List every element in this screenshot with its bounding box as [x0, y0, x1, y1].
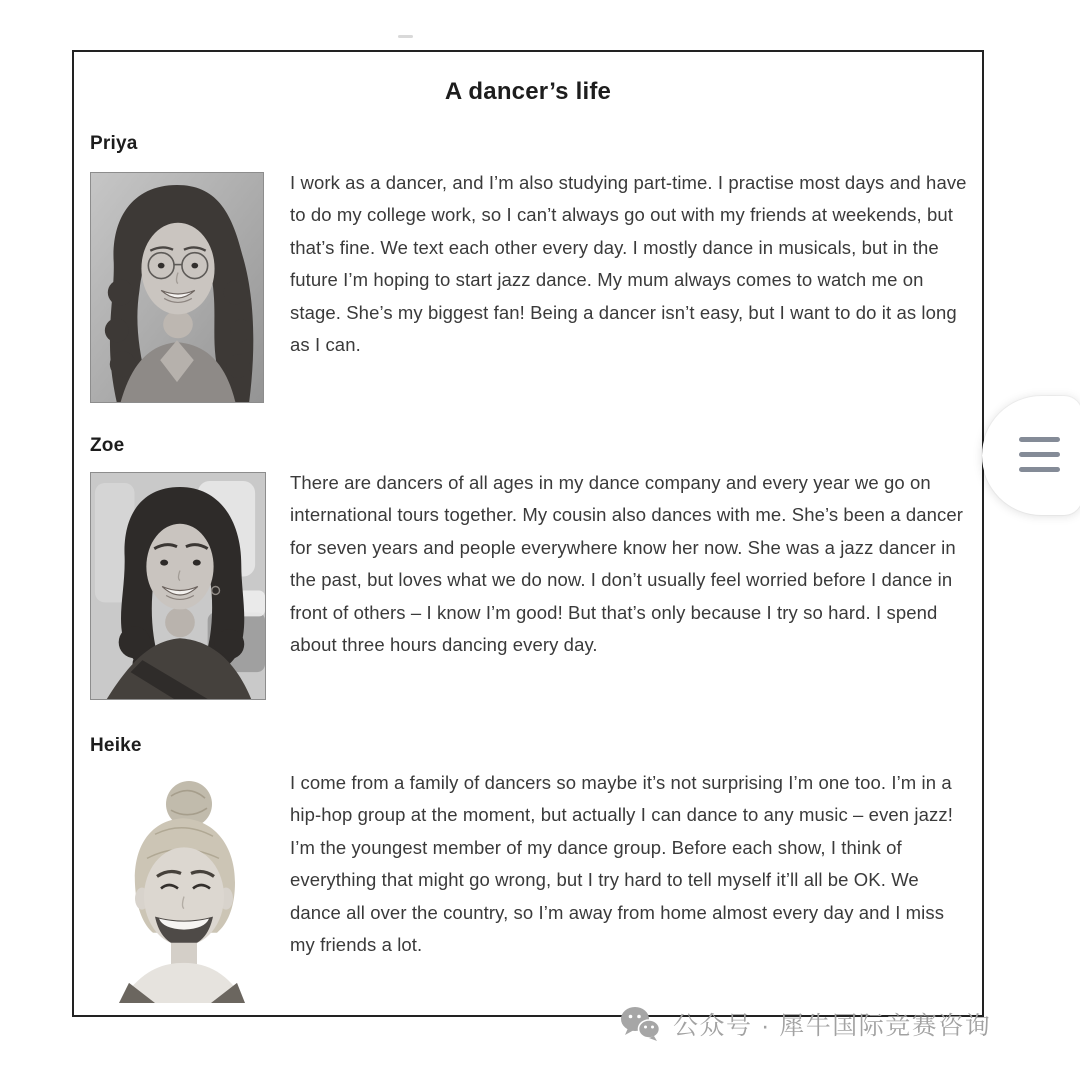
page-title: A dancer’s life	[444, 78, 612, 105]
scan-smudge-artifact	[398, 35, 413, 38]
priya-photo	[90, 172, 264, 403]
wechat-official-account-icon	[620, 1006, 660, 1042]
profile-name-zoe: Zoe	[90, 435, 125, 456]
profile-name-heike: Heike	[90, 735, 142, 756]
profile-name-priya: Priya	[90, 133, 138, 154]
zoe-portrait-illustration	[91, 473, 265, 699]
heike-photo	[95, 774, 265, 1003]
heike-portrait-illustration	[95, 774, 265, 1003]
zoe-paragraph: There are dancers of all ages in my dance company and every year we go on international tours together. My cousin also dances with me. She’s been a dancer for seven years and people everywhere know her now. She was a jazz dancer in the past, but loves what we do now. I don’t usually feel worried before I dance in front of others – I know I’m good! But that’s only because I try so hard. I spend about three hours dancing every day.	[290, 472, 964, 656]
watermark-text: 公众号 · 犀牛国际竞赛咨询	[673, 1012, 992, 1040]
side-menu-button[interactable]	[982, 396, 1080, 515]
zoe-photo	[90, 472, 266, 700]
heike-paragraph: I come from a family of dancers so maybe it’s not surprising I’m one too. I’m in a hip-hop group at the moment, but actually I can dance to any music – even jazz! I’m the youngest member of my dance group. Before each show, I think of everything that might go wrong, but I try hard to tell myself it’ll all be OK. We dance all over the country, so I’m away from home almost every day and I miss my friends a lot.	[290, 772, 953, 956]
hamburger-menu-icon	[1019, 437, 1060, 472]
priya-paragraph: I work as a dancer, and I’m also studying part-time. I practise most days and have to do my college work, so I can’t always go out with my friends at weekends, but that’s fine. We text each other every day. I mostly dance in musicals, but in the future I’m hoping to start jazz dance. My mum always comes to watch me on stage. She’s my biggest fan! Being a dancer isn’t easy, but I want to do it as long as I can.	[290, 172, 967, 356]
priya-portrait-illustration	[91, 173, 263, 402]
watermark	[620, 1001, 991, 1047]
